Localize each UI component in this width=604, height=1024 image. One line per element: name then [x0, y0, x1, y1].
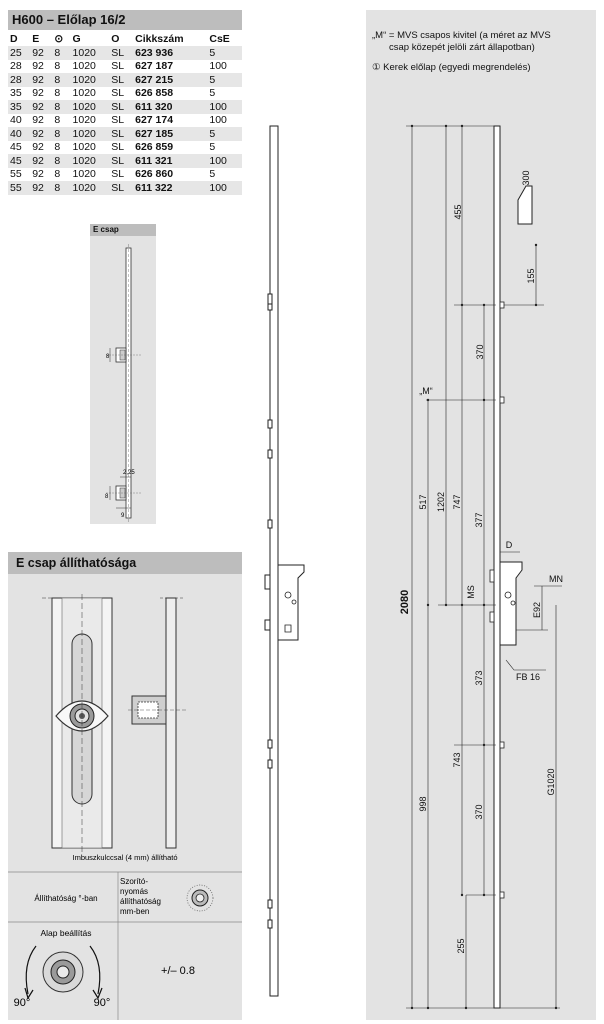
dim-8-top: 8 — [106, 354, 110, 360]
table-row — [8, 73, 242, 87]
table-cell: 8 — [52, 100, 70, 114]
table-cell: 8 — [54, 141, 61, 154]
table-cell: 627 185 — [133, 127, 207, 141]
col-header-d: D — [10, 33, 18, 45]
table-cell: 35 — [8, 100, 30, 114]
table-cell: 5 — [209, 141, 216, 154]
table-cell: 627 215 — [133, 73, 207, 87]
dim-373: 373 — [474, 670, 484, 686]
table-cell: 611 320 — [133, 100, 207, 114]
e-csap-drawing — [90, 236, 156, 524]
table-cell: 611 321 — [133, 154, 207, 168]
table-cell: 8 — [54, 60, 61, 73]
col-header-cse: CsE — [209, 33, 230, 45]
table-cell: SL — [109, 73, 133, 87]
table-row — [8, 114, 242, 128]
adjust-title: E csap állíthatósága — [8, 552, 242, 574]
table-cell: SL — [111, 87, 125, 100]
dim-255: 255 — [456, 938, 466, 954]
col-header-mirror-icon: ⊙ — [54, 33, 64, 45]
dim-455: 455 — [453, 204, 463, 220]
dim-2-25: 2,25 — [123, 470, 135, 476]
dim-998: 998 — [418, 796, 428, 812]
table-title: H600 – Előlap 16/2 — [8, 10, 242, 30]
table-cell: 1020 — [71, 127, 110, 141]
table-cell: 92 — [30, 73, 52, 87]
col-header-e: E — [32, 33, 40, 45]
dim-155: 155 — [526, 268, 536, 284]
table-cell: 1020 — [72, 141, 96, 154]
table-cell: 1020 — [72, 168, 96, 181]
dim-d: D — [505, 540, 513, 550]
table-cell: 92 — [32, 168, 44, 181]
table-cell: 626 858 — [135, 87, 174, 100]
table-cell: 92 — [32, 114, 44, 127]
table-cell: 28 — [8, 73, 30, 87]
table-cell: 5 — [209, 168, 216, 181]
table-cell: 623 936 — [133, 46, 207, 60]
tolerance-value: +/– 0.8 — [161, 965, 195, 977]
dim-9: 9 — [121, 513, 125, 519]
table-cell: 626 859 — [135, 141, 174, 154]
table-cell: 8 — [52, 73, 70, 87]
dim-g1020: G1020 — [546, 768, 556, 796]
dim-377: 377 — [474, 512, 484, 528]
dim-743: 743 — [452, 752, 462, 768]
table-row — [8, 141, 242, 155]
adjust-drawing — [8, 574, 242, 1020]
table-cell: SL — [109, 154, 133, 168]
table-cell: 1020 — [72, 60, 96, 73]
table-cell: 45 — [8, 154, 30, 168]
table-cell: 1020 — [71, 73, 110, 87]
table-cell: 100 — [209, 60, 227, 73]
table-cell: 100 — [207, 100, 242, 114]
table-cell: 28 — [10, 60, 22, 73]
table-row — [8, 60, 242, 74]
table-cell: 1020 — [72, 87, 96, 100]
dim-1202: 1202 — [436, 491, 446, 513]
table-cell: 626 860 — [135, 168, 174, 181]
row1-right-line3: állíthatóság — [120, 897, 161, 906]
table-cell: 35 — [10, 87, 22, 100]
table-cell: 100 — [207, 181, 242, 195]
dim-8-bottom: 8 — [105, 494, 109, 500]
angle-left: 90° — [13, 997, 31, 1009]
table-cell: 5 — [209, 87, 216, 100]
row1-right-line1: Szorító- — [120, 877, 149, 886]
table-cell: 40 — [8, 127, 30, 141]
table-cell: 8 — [52, 127, 70, 141]
table-cell: 8 — [54, 114, 61, 127]
table-row — [8, 127, 242, 141]
table-cell: 45 — [10, 141, 22, 154]
table-cell: 8 — [54, 87, 61, 100]
note-mvs-line1: „M“ = MVS csapos kivitel (a méret az MVS — [372, 30, 551, 41]
table-cell: 1020 — [71, 181, 110, 195]
row1-left-label: Állíthatóság °-ban — [34, 894, 98, 903]
table-cell: 92 — [30, 127, 52, 141]
table-cell: SL — [109, 181, 133, 195]
table-row — [8, 168, 242, 182]
table-cell: SL — [111, 114, 125, 127]
table-cell: 611 322 — [133, 181, 207, 195]
note-round-faceplate: ① Kerek előlap (egyedi megrendelés) — [372, 62, 531, 73]
table-row — [8, 46, 242, 60]
table-cell: 40 — [10, 114, 22, 127]
table-row — [8, 100, 242, 114]
table-cell: 1020 — [72, 114, 96, 127]
dim-300: 300 — [521, 170, 531, 186]
table-cell: 92 — [30, 181, 52, 195]
lock-bar-front-view — [250, 120, 310, 1000]
table-cell: 8 — [52, 181, 70, 195]
dim-370-upper: 370 — [475, 344, 485, 360]
table-cell: 5 — [207, 73, 242, 87]
dim-2080: 2080 — [399, 589, 411, 615]
table-cell: 92 — [30, 154, 52, 168]
table-cell: 627 187 — [135, 60, 174, 73]
col-header-g: G — [72, 33, 81, 45]
table-cell: SL — [109, 46, 133, 60]
table-cell: SL — [111, 141, 125, 154]
dim-ms: MS — [466, 585, 476, 599]
table-cell: 55 — [8, 181, 30, 195]
table-cell: 8 — [52, 46, 70, 60]
col-header-o: O — [111, 33, 120, 45]
dim-e92: E92 — [532, 601, 542, 619]
table-cell: 92 — [30, 46, 52, 60]
table-cell: 100 — [209, 114, 227, 127]
table-cell: 8 — [54, 168, 61, 181]
table-header-row — [8, 32, 242, 46]
table-cell: 1020 — [71, 154, 110, 168]
note-mvs-line2: csap közepét jelöli zárt állapotban) — [389, 42, 535, 53]
dim-517: 517 — [418, 494, 428, 510]
table-cell: 92 — [30, 100, 52, 114]
col-header-cikkszam: Cikkszám — [135, 33, 184, 45]
table-cell: SL — [111, 60, 125, 73]
table-cell: 92 — [32, 87, 44, 100]
table-cell: 5 — [207, 127, 242, 141]
dim-mn: MN — [549, 574, 563, 584]
angle-right: 90° — [93, 997, 111, 1009]
table-cell: SL — [109, 127, 133, 141]
table-cell: 92 — [32, 141, 44, 154]
table-row — [8, 87, 242, 101]
dim-m-label: „M“ — [419, 386, 433, 396]
table-cell: 55 — [10, 168, 22, 181]
table-cell: 627 174 — [135, 114, 174, 127]
adjust-caption: Imbuszkulccsal (4 mm) állítható — [72, 853, 178, 862]
table-cell: 8 — [52, 154, 70, 168]
table-cell: 100 — [207, 154, 242, 168]
table-cell: 25 — [8, 46, 30, 60]
dim-fb16: FB 16 — [516, 672, 541, 682]
spec-table — [8, 32, 242, 195]
row1-right-line4: mm-ben — [120, 907, 150, 916]
dimension-drawing — [366, 100, 596, 1020]
table-row — [8, 154, 242, 168]
table-cell: 5 — [207, 46, 242, 60]
table-cell: SL — [109, 100, 133, 114]
table-cell: SL — [111, 168, 125, 181]
table-cell: 1020 — [71, 100, 110, 114]
row1-right-line2: nyomás — [120, 887, 149, 896]
dim-747: 747 — [452, 494, 462, 510]
dim-370-lower: 370 — [474, 804, 484, 820]
e-csap-title: E csap — [90, 224, 156, 236]
table-cell: 1020 — [71, 46, 110, 60]
base-label: Alap beállítás — [40, 928, 92, 938]
table-row — [8, 181, 242, 195]
table-cell: 92 — [32, 60, 44, 73]
